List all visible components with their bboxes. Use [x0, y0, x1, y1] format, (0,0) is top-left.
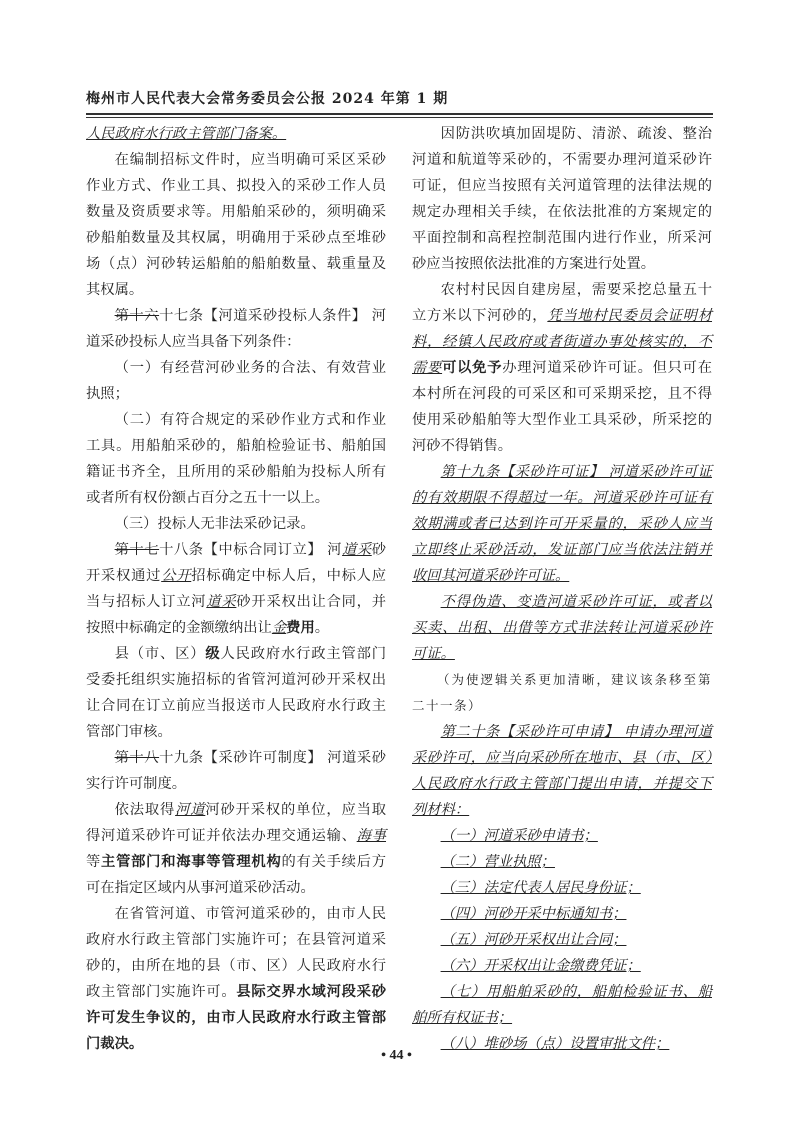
inserted-text: （二）营业执照；: [440, 854, 555, 870]
paragraph: [86, 641, 386, 745]
paragraph: 因防洪吹填加固堤防、清淤、疏浚、整治河道和航道等采砂的，不需要办理河道采砂许可证，但应当按照有关河道管理的法律法规的规定办理相关手续，在依法批准的方案规定的平面控制和高程控制范围内进行作业，所采河砂应当按照依法批准的方案进行处置。: [412, 126, 712, 272]
paragraph-text: 河砂开采权的单位，应当取得河道采砂许可证并依法办理交通运输、: [86, 802, 387, 844]
bold-text: 主管部门和海事等管理机构: [101, 854, 282, 870]
paragraph: [86, 797, 386, 901]
inserted-text: 公开: [161, 568, 192, 584]
paragraph: [86, 901, 386, 1057]
inserted-text: （三）法定代表人居民身份证；: [440, 880, 641, 896]
inserted-text: （四）河砂开采中标通知书；: [440, 906, 627, 922]
inserted-text: 金: [271, 620, 287, 636]
deleted-text: 第十六: [114, 308, 160, 324]
header-rule: [86, 113, 713, 115]
article-21-insert: [412, 719, 712, 823]
inserted-text: 道采: [206, 594, 237, 610]
article-20-insert: [412, 459, 712, 589]
article-19: [86, 745, 386, 797]
list-item: [412, 823, 712, 849]
inserted-text: （七）用船舶采砂的，船舶检验证书、船舶所有权证书；: [412, 984, 712, 1026]
list-item: [412, 927, 712, 953]
article-18: [86, 537, 386, 641]
inserted-text: （六）开采权出让金缴费凭证；: [440, 958, 641, 974]
inserted-text: （一）河道采砂申请书；: [440, 828, 598, 844]
page-number: • 44 •: [381, 1048, 412, 1063]
list-item: （一）有经营河砂业务的合法、有效营业执照；: [86, 360, 386, 402]
paragraph-text: 人民政府水行政主管部门受委托组织实施招标的省管河道河砂开采权出让合同在订立前应当报送市人民政府水行政主管部门审核。: [86, 646, 387, 740]
list-item: [412, 979, 712, 1031]
inserted-text: 海事: [356, 828, 387, 844]
paragraph-text: 依法取得: [114, 802, 176, 818]
paragraph: [86, 121, 386, 147]
inserted-text: 道采: [342, 542, 372, 558]
paragraph-text: 县（市、区）: [114, 646, 206, 662]
editor-note: （为使逻辑关系更加清晰，建议该条移至第二十一条）: [412, 672, 712, 713]
inserted-text: （八）堆砂场（点）设置审批文件；: [440, 1036, 670, 1052]
article-text: 。: [314, 620, 330, 636]
header-rule-thin: [86, 117, 713, 118]
list-item: （三）投标人无非法采砂记录。: [114, 516, 315, 532]
deleted-text: 第十八: [114, 750, 160, 766]
deleted-text: 第十七: [114, 542, 160, 558]
paragraph-text: 办理河道采砂许可证。但只可在本村所在河段的可采区和可采期采挖，且不得使用采砂船舶等大型作业工具采砂，所采挖的河砂不得销售。: [412, 360, 713, 454]
list-item: （二）有符合规定的采砂作业方式和作业工具。用船舶采砂的，船舶检验证书、船舶国籍证书齐全，且所用的采砂船舶为投标人所有或者所有权份额占百分之五十一以上。: [86, 412, 386, 506]
list-item: [412, 953, 712, 979]
paragraph-text: 在省管河道、市管河道采砂的，由市人民政府水行政主管部门实施许可；在县管河道采砂的，由所在地的县（市、区）人民政府水行政主管部门实施许可。: [86, 906, 386, 1000]
gazette-header: 梅州市人民代表大会常务委员会公报 2024 年第 1 期: [86, 91, 449, 107]
paragraph: 在编制招标文件时，应当明确可采区采砂作业方式、作业工具、拟投入的采砂工作人员数量及资质要求等。用船舶采砂的，须明确采砂船舶数量及其权属，明确用于采砂点至堆砂场（点）河砂转运船舶的船舶数量、载重量及其权属。: [86, 152, 386, 298]
bold-text: 级: [205, 646, 221, 662]
article-text: 十七条【河道采砂投标人条件】 河道采砂投标人应当具备下列条件：: [86, 308, 387, 350]
inserted-text: 人民政府水行政主管部门备案。: [86, 126, 287, 142]
article-text: 十八条【中标合同订立】 河: [159, 542, 343, 558]
inserted-text: 第十九条【采砂许可证】 河道采砂许可证的有效期限不得超过一年。河道采砂许可证有效期满或者已达到许可开采量的，采砂人应当立即终止采砂活动，发证部门应当依法注销并收回其河道采砂许可证。: [412, 464, 712, 584]
inserted-text: 不得伪造、变造河道采砂许可证，或者以买卖、出租、出借等方式非法转让河道采砂许可证。: [412, 594, 712, 662]
bold-text: 县际交界水域河段采砂许可发生争议的，由市人民政府水行政主管部门裁决。: [86, 984, 387, 1052]
list-item: [412, 875, 712, 901]
article-text: 砂开采权通过: [86, 542, 387, 584]
article-text: 招标确定中标人后，中标人应当与招标人订立河: [86, 568, 387, 610]
inserted-text: 凭当地村民委员会证明材料，经镇人民政府或者街道办事处核实的，不需要: [412, 308, 713, 376]
left-column: [86, 121, 386, 1057]
inserted-text: 河道: [175, 802, 206, 818]
article-17: [86, 303, 386, 355]
bold-text: 费用: [286, 620, 315, 636]
paragraph: [412, 589, 712, 667]
paragraph-text: 等: [86, 854, 102, 870]
right-column: [412, 121, 712, 1057]
paragraph-text: 农村村民因自建房屋，需要采挖总量五十立方米以下河砂的，: [412, 282, 712, 324]
article-text: 砂开采权出让合同，并按照中标确定的金额缴纳出让: [86, 594, 387, 636]
list-item: [412, 901, 712, 927]
article-text: 十九条【采砂许可制度】 河道采砂实行许可制度。: [86, 750, 387, 792]
inserted-text: （五）河砂开采权出让合同；: [440, 932, 627, 948]
inserted-text: 第二十条【采砂许可申请】 申请办理河道采砂许可，应当向采砂所在地市、县（市、区）人民政府水行政主管部门提出申请，并提交下列材料：: [412, 724, 712, 818]
list-item: [412, 849, 712, 875]
bold-text: 可以免予: [442, 360, 503, 376]
paragraph-text: 的有关手续后方可在指定区域内从事河道采砂活动。: [86, 854, 387, 896]
paragraph: [412, 277, 712, 459]
